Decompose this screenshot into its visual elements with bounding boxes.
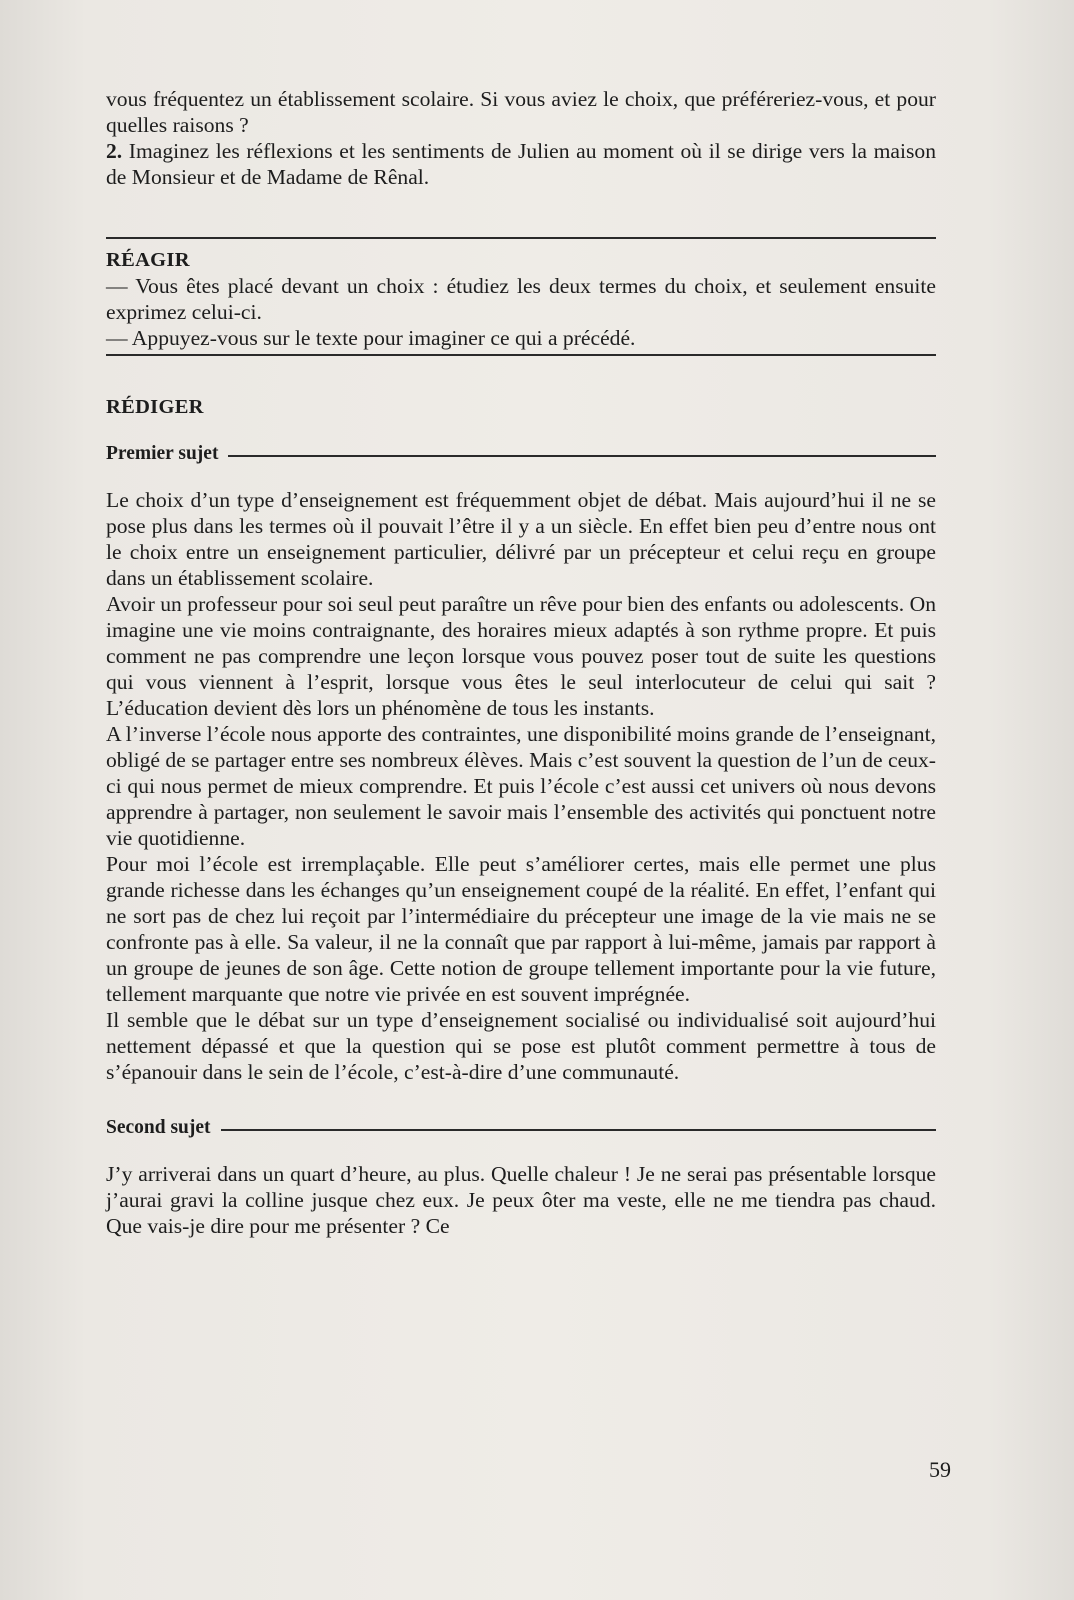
question-2-text: Imaginez les réflexions et les sentiments de Julien au moment où il se dirige vers la maison de Monsieur et de Madame de Rênal. — [106, 139, 936, 189]
question-2 — [106, 138, 936, 190]
intro-question-end: vous fréquentez un établissement scolaire. Si vous aviez le choix, que préféreriez-vous, et pour quelles raisons ? — [106, 87, 936, 137]
section-divider-top — [106, 237, 936, 239]
premier-sujet-body — [106, 487, 936, 1085]
second-sujet-rule — [221, 1129, 936, 1131]
premier-sujet-label: Premier sujet — [106, 443, 219, 464]
second-sujet-body — [106, 1161, 936, 1239]
section-divider-reagir-end — [106, 354, 936, 356]
reagir-heading: RÉAGIR — [106, 249, 190, 271]
premier-sujet-paragraph: Il semble que le débat sur un type d’enseignement socialisé ou individualisé soit aujourd’hui nettement dépassé et que la question qui se pose est plutôt comment permettre à tous de s’épanouir dans le sein de l’école, c’est-à-dire d’une communauté. — [106, 1008, 936, 1084]
premier-sujet-paragraph: Le choix d’un type d’enseignement est fréquemment objet de débat. Mais aujourd’hui il ne se pose plus dans les termes où il pouvait l’être il y a un siècle. En effet bien peu d’entre nous ont le choix entre un enseignement particulier, délivré par un précepteur et celui reçu en groupe dans un établissement scolaire. — [106, 488, 936, 590]
page-content — [106, 86, 936, 1239]
premier-sujet-header — [106, 441, 936, 467]
premier-sujet-paragraph: Avoir un professeur pour soi seul peut paraître un rêve pour bien des enfants ou adolescents. On imagine une vie moins contraignante, des horaires mieux adaptés à son rythme propre. Et puis comment ne pas comprendre une leçon lorsque vous pouvez poser tout de suite les questions qui vous viennent à l’esprit, lorsque vous êtes le seul interlocuteur de celui qui sait ? L’éducation devient dès lors un phénomène de tous les instants. — [106, 592, 936, 720]
premier-sujet-paragraph: Pour moi l’école est irremplaçable. Elle peut s’améliorer certes, mais elle permet une plus grande richesse dans les échanges qu’un enseignement coupé de la réalité. En effet, l’enfant qui ne sort pas de chez lui reçoit par l’intermédiaire du précepteur une image de la vie mais ne se confronte pas à elle. Sa valeur, il ne la connaît que par rapport à lui-même, jamais par rapport à un groupe de jeunes de son âge. Cette notion de groupe tellement importante pour la vie future, tellement marquante que notre vie privée en est souvent imprégnée. — [106, 852, 936, 1006]
reagir-item-1: — Vous êtes placé devant un choix : étudiez les deux termes du choix, et seulement ensuite exprimez celui-ci. — [106, 274, 936, 324]
page-number: 59 — [929, 1457, 951, 1482]
premier-sujet-rule — [228, 455, 936, 457]
premier-sujet-paragraph: A l’inverse l’école nous apporte des contraintes, une disponibilité moins grande de l’enseignant, obligé de se partager entre ses nombreux élèves. Mais c’est souvent la question de l’un de ceux-ci qui nous permet de mieux comprendre. Et puis l’école c’est aussi cet univers où nous devons apprendre à partager, non seulement le savoir mais l’ensemble des activités qui ponctuent notre vie quotidienne. — [106, 722, 936, 850]
reagir-item-2: — Appuyez-vous sur le texte pour imaginer ce qui a précédé. — [106, 326, 636, 350]
rediger-heading: RÉDIGER — [106, 396, 204, 418]
second-sujet-label: Second sujet — [106, 1117, 211, 1138]
question-2-number: 2. — [106, 139, 123, 163]
second-sujet-paragraph: J’y arriverai dans un quart d’heure, au plus. Quelle chaleur ! Je ne serai pas présentable lorsque j’aurai gravi la colline jusque chez eux. Je peux ôter ma veste, elle ne me tiendra pas chaud. Que vais-je dire pour me présenter ? Ce — [106, 1162, 936, 1238]
second-sujet-header — [106, 1115, 936, 1141]
